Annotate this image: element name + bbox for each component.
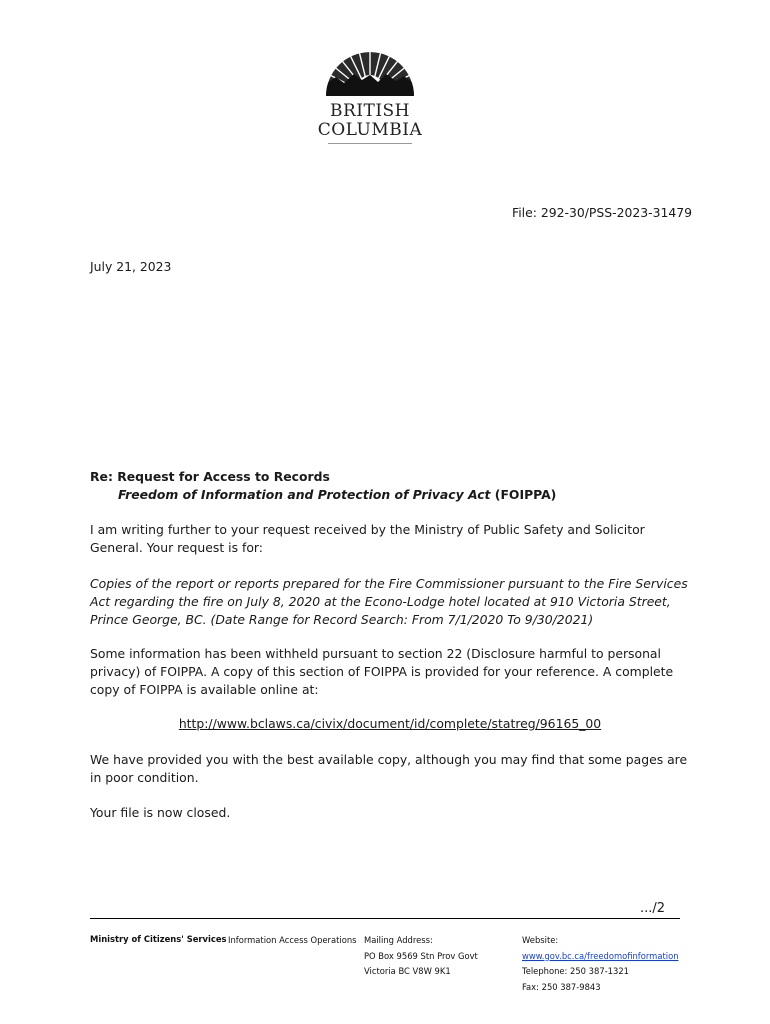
logo-underline <box>328 143 412 144</box>
footer-contact <box>522 933 679 995</box>
telephone: Telephone: 250 387-1321 <box>522 966 629 976</box>
footer-divider <box>90 918 680 919</box>
logo-text-columbia: COLUMBIA <box>317 120 423 140</box>
act-name: Freedom of Information and Protection of Privacy Act <box>118 487 491 502</box>
foippa-link[interactable]: http://www.bclaws.ca/civix/document/id/complete/statreg/96165_00 <box>178 716 602 731</box>
letter-date: July 21, 2023 <box>90 259 172 274</box>
page-continuation: .../2 <box>640 901 666 916</box>
file-number: File: 292-30/PSS-2023-31479 <box>512 205 693 220</box>
mailing-label: Mailing Address: <box>364 935 433 945</box>
mailing-line1: PO Box 9569 Stn Prov Govt <box>364 950 478 961</box>
mailing-line2: Victoria BC V8W 9K1 <box>364 966 451 976</box>
paragraph-best-copy: We have provided you with the best available copy, although you may find that some pages are in poor condition. <box>90 752 688 785</box>
footer-ministry: Ministry of Citizens' Services <box>90 934 227 944</box>
logo-text-british: BRITISH <box>329 101 411 121</box>
footer-mailing-address <box>364 933 478 980</box>
website-link[interactable]: www.gov.bc.ca/freedomofinformation <box>522 950 679 961</box>
paragraph-request-text: Copies of the report or reports prepared for the Fire Commissioner pursuant to the Fire Services Act regarding the fire on July 8, 2020 at the Econo-Lodge hotel located at 910 Victoria Street, Prince George, BC. (Date Range for Record Search: From 7/1/2020 To 9/30/2021) <box>90 576 688 627</box>
subject-act <box>118 486 556 504</box>
act-abbrev: (FOIPPA) <box>490 487 557 502</box>
bc-government-logo <box>312 44 428 148</box>
subject-line: Re: Request for Access to Records <box>90 469 330 484</box>
footer-office: Information Access Operations <box>228 935 357 945</box>
sun-mountains-icon <box>312 44 428 102</box>
website-label: Website: <box>522 935 559 945</box>
paragraph-file-closed: Your file is now closed. <box>90 805 231 820</box>
paragraph-withheld-info: Some information has been withheld pursuant to section 22 (Disclosure harmful to personal privacy) of FOIPPA. A copy of this section of FOIPPA is provided for your reference. A complete copy of FOIPPA is available online at: <box>90 646 674 697</box>
paragraph-request-intro: I am writing further to your request received by the Ministry of Public Safety and Solicitor General. Your request is for: <box>90 522 645 555</box>
fax: Fax: 250 387-9843 <box>522 981 601 992</box>
